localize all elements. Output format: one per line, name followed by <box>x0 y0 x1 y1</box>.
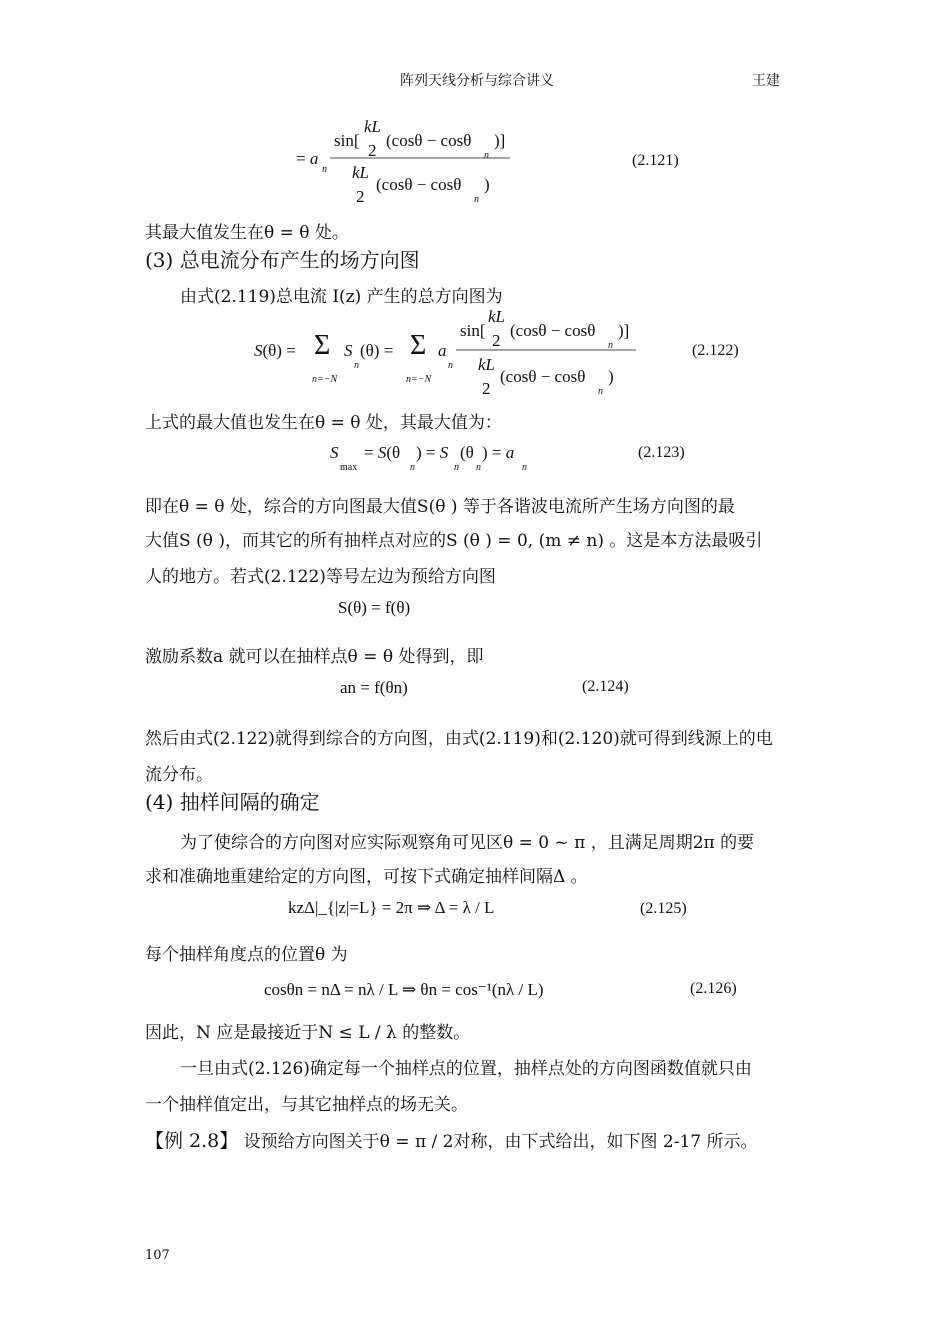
equation-body: an = f(θn) <box>340 678 408 697</box>
svg-text:): ) <box>484 175 490 194</box>
svg-text:sin[: sin[ <box>460 321 486 340</box>
svg-text:kL: kL <box>364 117 381 136</box>
svg-text:(θ) =: (θ) = <box>360 341 394 360</box>
paragraph-line: 为了使综合的方向图对应实际观察角可见区θ = 0 ~ π ，且满足周期2π 的要 <box>180 833 755 853</box>
svg-text:n: n <box>476 462 481 473</box>
paragraph-line: 即在θ = θ 处，综合的方向图最大值S(θ ) 等于各谐波电流所产生场方向图的最 <box>145 497 735 517</box>
paragraph-line: 流分布。 <box>145 765 213 785</box>
paragraph-line: 由式(2.119)总电流 I(z) 产生的总方向图为 <box>180 287 503 307</box>
svg-text:= S(θ: = S(θ <box>364 443 401 462</box>
paragraph-line: 每个抽样角度点的位置θ 为 <box>145 945 348 965</box>
svg-text:n: n <box>322 164 327 175</box>
svg-text:S: S <box>330 443 339 462</box>
svg-text:= a: = a <box>296 149 319 168</box>
equation-number: (2.126) <box>690 980 737 997</box>
paragraph-line: 上式的最大值也发生在θ = θ 处，其最大值为： <box>145 413 502 433</box>
svg-text:): ) <box>608 367 614 386</box>
svg-text:2: 2 <box>482 379 491 398</box>
example-line <box>145 1126 757 1153</box>
page-number: 107 <box>145 1248 170 1263</box>
svg-text:)]: )] <box>618 321 630 340</box>
svg-text:n: n <box>454 462 459 473</box>
equation-body: cosθn = nΔ = nλ / L ⇒ θn = cos⁻¹(nλ / L) <box>264 980 544 999</box>
svg-text:S: S <box>344 341 353 360</box>
svg-text:(cosθ − cosθ: (cosθ − cosθ <box>500 367 586 386</box>
svg-text:(θ: (θ <box>460 443 474 462</box>
svg-text:S(θ) =: S(θ) = <box>254 341 296 360</box>
equation-number: (2.124) <box>582 678 629 695</box>
section-heading-3: (3) 总电流分布产生的场方向图 <box>145 248 420 272</box>
paragraph-line: 激励系数a 就可以在抽样点θ = θ 处得到，即 <box>145 647 484 667</box>
example-tag: 【例 2.8】 <box>145 1130 239 1152</box>
equation-2-122-svg <box>250 308 650 404</box>
svg-text:(cosθ − cosθ: (cosθ − cosθ <box>510 321 596 340</box>
svg-text:Σ: Σ <box>314 330 331 361</box>
svg-text:n: n <box>598 386 603 397</box>
svg-text:2: 2 <box>356 187 365 206</box>
equation-2-121-svg <box>290 112 530 212</box>
svg-text:kL: kL <box>478 355 495 374</box>
equation-pattern: S(θ) = f(θ) <box>338 598 411 617</box>
equation-number: (2.121) <box>632 152 679 169</box>
paragraph-line: 一个抽样值定出，与其它抽样点的场无关。 <box>145 1095 468 1115</box>
svg-text:sin[: sin[ <box>334 131 360 150</box>
svg-text:max: max <box>340 462 358 473</box>
example-text: 设预给方向图关于θ = π / 2对称，由下式给出，如下图 2-17 所示。 <box>243 1132 758 1152</box>
equation-number: (2.122) <box>692 342 739 359</box>
equation-body: kzΔ|_{|z|=L} = 2π ⇒ Δ = λ / L <box>288 898 495 917</box>
equation-number: (2.125) <box>640 900 687 917</box>
svg-text:)]: )] <box>494 131 506 150</box>
paragraph-line: 因此，N 应是最接近于N ≤ L / λ 的整数。 <box>145 1023 471 1043</box>
paragraph-line: 人的地方。若式(2.122)等号左边为预给方向图 <box>145 567 496 587</box>
svg-text:n: n <box>608 340 613 351</box>
svg-text:n: n <box>354 360 359 371</box>
section-heading-4: (4) 抽样间隔的确定 <box>145 790 320 814</box>
svg-text:n=−N: n=−N <box>406 374 432 385</box>
svg-text:(cosθ − cosθ: (cosθ − cosθ <box>376 175 462 194</box>
svg-text:2: 2 <box>492 331 501 350</box>
svg-text:kL: kL <box>488 308 505 326</box>
equation-number: (2.123) <box>638 444 685 461</box>
svg-text:Σ: Σ <box>410 330 427 361</box>
paragraph-line: 其最大值发生在θ = θ 处。 <box>145 223 349 243</box>
svg-text:kL: kL <box>352 163 369 182</box>
svg-text:) = S: ) = S <box>416 443 449 462</box>
paragraph-line: 然后由式(2.122)就得到综合的方向图，由式(2.119)和(2.120)就可得到线源上的电 <box>145 729 773 749</box>
svg-text:n: n <box>474 194 479 205</box>
header-title: 阵列天线分析与综合讲义 <box>400 73 554 89</box>
paragraph-line: 求和准确地重建给定的方向图，可按下式确定抽样间隔Δ 。 <box>145 867 588 887</box>
svg-text:n: n <box>448 360 453 371</box>
paragraph-line: 大值S (θ )，而其它的所有抽样点对应的S (θ ) = 0, (m ≠ n) 。这是本方法最吸引 <box>145 531 763 551</box>
equation-2-123-svg <box>326 440 546 474</box>
header-author: 王建 <box>752 73 780 89</box>
svg-text:(cosθ − cosθ: (cosθ − cosθ <box>386 131 472 150</box>
svg-text:2: 2 <box>368 141 377 160</box>
svg-text:n=−N: n=−N <box>312 374 338 385</box>
svg-text:) = a: ) = a <box>482 443 515 462</box>
svg-text:n: n <box>484 150 489 161</box>
svg-text:a: a <box>438 341 447 360</box>
svg-text:n: n <box>410 462 415 473</box>
svg-text:n: n <box>522 462 527 473</box>
paragraph-line: 一旦由式(2.126)确定每一个抽样点的位置，抽样点处的方向图函数值就只由 <box>180 1059 752 1079</box>
